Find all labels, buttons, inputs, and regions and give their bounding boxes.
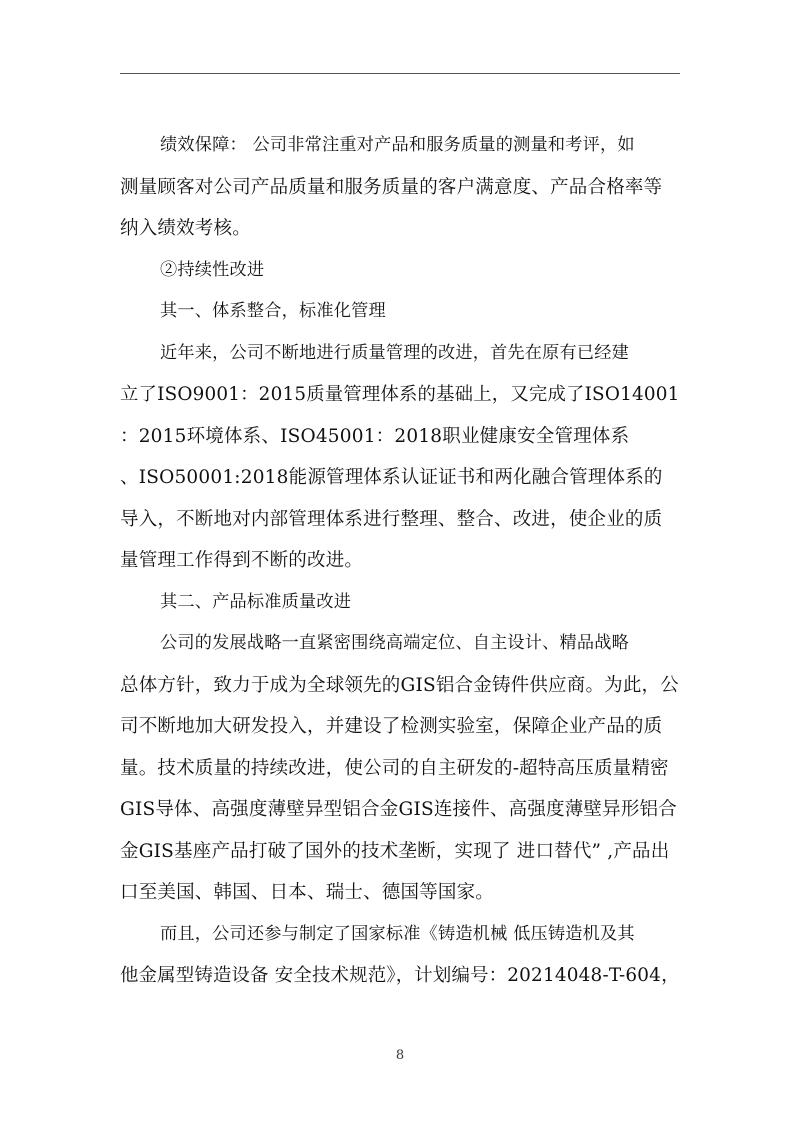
text-line: 他金属型铸造设备 安全技术规范》，计划编号：20214048-T-604， <box>120 965 680 986</box>
text-line: 纳入绩效考核。 <box>120 218 251 239</box>
text-line: 总体方针，致力于成为全球领先的GIS铝合金铸件供应商。为此，公 <box>120 674 679 696</box>
text-line: GIS导体、高强度薄壁异型铝合金GIS连接件、高强度薄壁异形铝合 <box>120 799 677 820</box>
text-line: 导入，不断地对内部管理体系进行整理、整合、改进，使企业的质 <box>120 508 663 530</box>
text-line: ②持续性改进 <box>160 259 265 280</box>
text-line: 量。技术质量的持续改进，使公司的自主研发的-超特高压质量精密 <box>120 757 669 779</box>
text-line: 司不断地加大研发投入，并建设了检测实验室，保障企业产品的质 <box>120 716 663 737</box>
text-line: 、ISO50001:2018能源管理体系认证证书和两化融合管理体系的 <box>120 467 663 488</box>
text-line: 公司的发展战略一直紧密围绕高端定位、自主设计、精品战略 <box>160 633 630 653</box>
text-line: 量管理工作得到不断的改进。 <box>120 550 364 571</box>
text-line: 金GIS基座产品打破了国外的技术垄断，实现了 进口替代” ,产品出 <box>120 840 670 862</box>
text-line: ：2015环境体系、ISO45001：2018职业健康安全管理体系 <box>120 425 630 447</box>
text-line: 口至美国、韩国、日本、瑞士、德国等国家。 <box>120 882 495 903</box>
document-body <box>120 125 680 997</box>
text-line: 其二、产品标准质量改进 <box>160 591 352 612</box>
text-line: 绩效保障： 公司非常注重对产品和服务质量的测量和考评，如 <box>160 135 635 155</box>
text-line: 近年来，公司不断地进行质量管理的改进，首先在原有已经建 <box>160 342 630 363</box>
page-number: 8 <box>395 1048 405 1063</box>
header-rule <box>120 73 680 74</box>
text-line: 立了ISO9001：2015质量管理体系的基础上，又完成了ISO14001 <box>120 384 680 405</box>
text-line: 而且，公司还参与制定了国家标准《铸造机械 低压铸造机及其 <box>160 923 635 944</box>
text-line: 测量顾客对公司产品质量和服务质量的客户满意度、产品合格率等 <box>120 176 663 198</box>
text-line: 其一、体系整合，标准化管理 <box>160 301 386 321</box>
